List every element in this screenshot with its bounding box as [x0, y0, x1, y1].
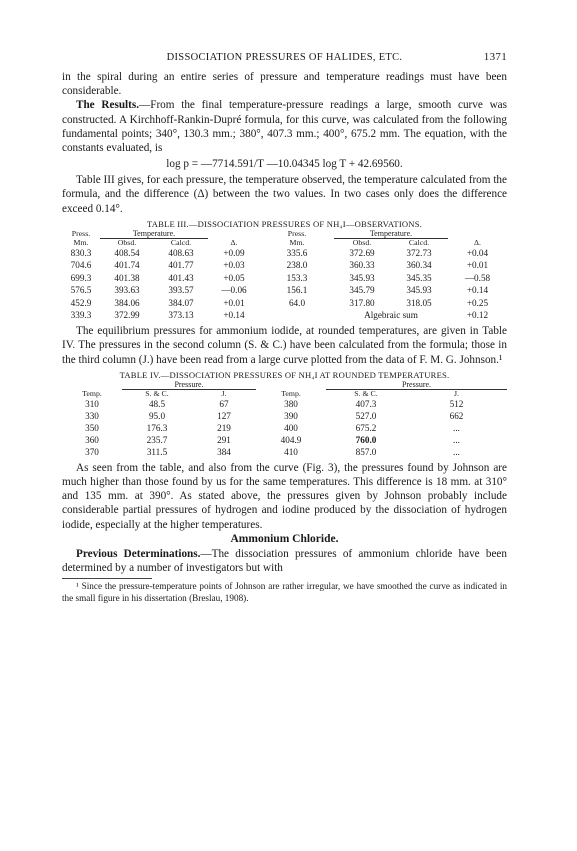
table-cell: 408.63 [168, 248, 194, 259]
table-cell: 390 [284, 410, 298, 421]
table-cell: ... [453, 446, 460, 457]
table-cell: 512 [449, 398, 464, 409]
table-cell: 393.57 [168, 285, 194, 296]
table-cell: 704.6 [70, 260, 92, 271]
table-cell: 404.9 [280, 434, 302, 445]
table-cell: +0.09 [223, 248, 245, 259]
table-row [62, 434, 507, 446]
table-cell: +0.14 [466, 285, 489, 296]
table-row [62, 247, 507, 259]
table-cell: +0.05 [223, 272, 245, 283]
table-cell: 238.0 [286, 260, 308, 271]
table3-header-delta-left: Δ. [230, 237, 238, 247]
table-cell: 830.3 [70, 248, 92, 259]
table-cell: 67 [219, 398, 229, 409]
table4-group-pressure-left: Pressure. [122, 381, 256, 390]
table-cell: 153.3 [286, 272, 308, 283]
paragraph-results [62, 98, 507, 155]
table-cell: 662 [449, 410, 464, 421]
footnote: ¹ Since the pressure-temperature points of Johnson are rather irregular, we have smoothed the curve as indicated in the small figure in his dissertation (Breslau, 1908). [62, 581, 507, 603]
table-cell: 401.43 [168, 272, 194, 283]
table-cell: +0.01 [223, 297, 245, 308]
table-cell: 370 [85, 446, 99, 457]
paragraph-comparison: As seen from the table, and also from the curve (Fig. 3), the pressures found by Johnson are much higher than those found by us for the same temperatures. This difference is 18 mm. at 310° and 135 mm. at 390°. As stated above, the pressures given by Johnson probably include considerable partial pressures of hydrogen and iodine produced by the dissociation of hydrogen iodide, especially at the higher temperatures. [62, 461, 507, 531]
table-cell: 857.0 [355, 446, 377, 457]
table-cell: 401.77 [168, 260, 194, 271]
table-cell: 407.3 [355, 398, 377, 409]
table-row [62, 422, 507, 434]
table-cell: 699.3 [70, 272, 92, 283]
page [62, 52, 507, 604]
table-cell: 576.5 [70, 285, 92, 296]
table-row [62, 309, 507, 321]
table3-group-temperature-right: Temperature. [334, 230, 448, 239]
table-cell: 350 [85, 422, 99, 433]
table-cell: 330 [85, 410, 99, 421]
table-cell: —0.58 [464, 272, 491, 283]
results-text: —From the final temperature-pressure readings a large, smooth curve was constructed. A Kirchhoff-Rankin-Dupré formula, for this curve, was calculated from the following fundamental points; 340°, 130.3 mm.; 380°, 407.3 mm.; 400°, 675.2 mm. The equation, with the constants evaluated, is [62, 99, 507, 155]
paragraph-intro: in the spiral during an entire series of pressure and temperature readings must have been considerable. [62, 71, 507, 98]
table-cell: 318.05 [406, 297, 432, 308]
table-cell: 176.3 [146, 422, 168, 433]
running-header [62, 52, 507, 70]
table-cell: 401.74 [114, 260, 140, 271]
table-cell: +0.12 [466, 309, 489, 320]
table-row [62, 259, 507, 271]
results-heading: The Results. [76, 99, 140, 112]
equation: log p = —7714.591/T —10.04345 log T + 42.69560. [166, 158, 403, 171]
table3-header-calcd-right: Calcd. [408, 237, 430, 247]
table4-group-pressure-right: Pressure. [326, 381, 507, 390]
table4-header-j-right: J. [454, 388, 459, 398]
table-cell: 235.7 [146, 434, 168, 445]
table-cell: —0.06 [221, 285, 247, 296]
table-row [62, 284, 507, 296]
table-cell: 760.0 [355, 434, 377, 445]
table-cell: 219 [217, 422, 231, 433]
table-cell: 527.0 [355, 410, 377, 421]
table3-header-calcd-left: Calcd. [170, 237, 192, 247]
table-cell: 380 [284, 398, 298, 409]
table-cell: ... [453, 422, 460, 433]
table-cell: 127 [217, 410, 231, 421]
table-cell: 372.69 [349, 248, 375, 259]
table-cell: 675.2 [355, 422, 377, 433]
table-row [62, 446, 507, 458]
table-cell: 360.33 [349, 260, 375, 271]
table3-header-mm-right: Mm. [289, 237, 305, 247]
table-cell: +0.01 [466, 260, 489, 271]
section-title: Ammonium Chloride. [230, 532, 339, 545]
footnote-divider [62, 578, 152, 579]
table-cell: 317.80 [349, 297, 375, 308]
table-cell: 401.38 [114, 272, 140, 283]
table4-header-sc-left: S. & C. [145, 388, 169, 398]
running-title: DISSOCIATION PRESSURES OF HALIDES, ETC. [166, 52, 403, 63]
table-cell: 408.54 [114, 248, 140, 259]
table3-group-temperature-left: Temperature. [100, 230, 208, 239]
paragraph-table3-intro: Table III gives, for each pressure, the temperature observed, the temperature calculated from the formula, and the difference (Δ) between the two values. In two cases only does the difference exceed 0.14°. [62, 174, 507, 215]
table3-header-delta-right: Δ. [474, 237, 481, 247]
table-row [62, 296, 507, 308]
previous-heading: Previous Determinations. [76, 547, 201, 560]
table-row [62, 272, 507, 284]
table-cell: 384 [217, 446, 231, 457]
table4 [62, 381, 507, 458]
table3-header-mm-left: Mm. [73, 237, 89, 247]
table-cell: 372.99 [114, 309, 140, 320]
table-cell: 335.6 [286, 248, 308, 259]
table-cell: 310 [85, 398, 99, 409]
table-cell: 64.0 [288, 297, 306, 308]
table-cell: 95.0 [148, 410, 166, 421]
table-cell: 339.3 [70, 309, 92, 320]
table-cell: 372.73 [406, 248, 432, 259]
paragraph-previous [62, 547, 507, 575]
algebraic-sum-label: Algebraic sum [364, 309, 418, 320]
previous-text: —The dissociation pressures of ammonium chloride have been determined by a number of investigators but with [62, 547, 507, 574]
table-cell: 156.1 [286, 285, 308, 296]
table3-header-press-right: Press. [287, 229, 307, 239]
table-cell: +0.04 [466, 248, 489, 259]
table-row [62, 410, 507, 422]
table-cell: 360.34 [406, 260, 432, 271]
table-cell [260, 309, 334, 321]
table-cell: 384.07 [168, 297, 194, 308]
table-cell: 291 [217, 434, 231, 445]
table-cell: 345.93 [406, 285, 432, 296]
table4-header-temp-right: Temp. [281, 388, 301, 398]
table4-caption: TABLE IV.—DISSOCIATION PRESSURES OF NH₄I AT ROUNDED TEMPERATURES. [119, 369, 450, 380]
table3-header-obsd-left: Obsd. [117, 237, 137, 247]
table-cell: ... [453, 434, 460, 445]
table4-header-sc-right: S. & C. [354, 388, 378, 398]
page-number: 1371 [483, 51, 507, 63]
table4-header-temp-left: Temp. [82, 388, 102, 398]
table4-header-j-left: J. [221, 388, 227, 398]
table-cell: +0.14 [223, 309, 245, 320]
table-cell: 48.5 [148, 398, 166, 409]
table-cell: +0.25 [466, 297, 489, 308]
table-cell: 345.93 [349, 272, 375, 283]
paragraph-table4-intro: The equilibrium pressures for ammonium iodide, at rounded temperatures, are given in Table IV. The pressures in the second column (S. & C.) have been calculated from the formula; those in the third column (J.) have been read from a large curve plotted from the data of F. M. G. Johnson.¹ [62, 325, 507, 366]
table-cell: 393.63 [114, 285, 140, 296]
table3 [62, 230, 507, 321]
table-cell: 373.13 [168, 309, 194, 320]
table3-header-obsd-right: Obsd. [352, 237, 372, 247]
table-cell: 400 [284, 422, 298, 433]
table-cell: +0.03 [223, 260, 245, 271]
table-cell: 311.5 [146, 446, 168, 457]
table-cell: 452.9 [70, 297, 92, 308]
table3-caption: TABLE III.—DISSOCIATION PRESSURES OF NH₄I—OBSERVATIONS. [146, 218, 423, 229]
table-cell: 345.35 [406, 272, 432, 283]
table-cell: 384.06 [114, 297, 140, 308]
table3-header-press-left: Press. [71, 229, 91, 239]
table-row [62, 398, 507, 410]
table-cell: 410 [284, 446, 298, 457]
table-cell: 360 [85, 434, 99, 445]
table-cell: 345.79 [349, 285, 375, 296]
